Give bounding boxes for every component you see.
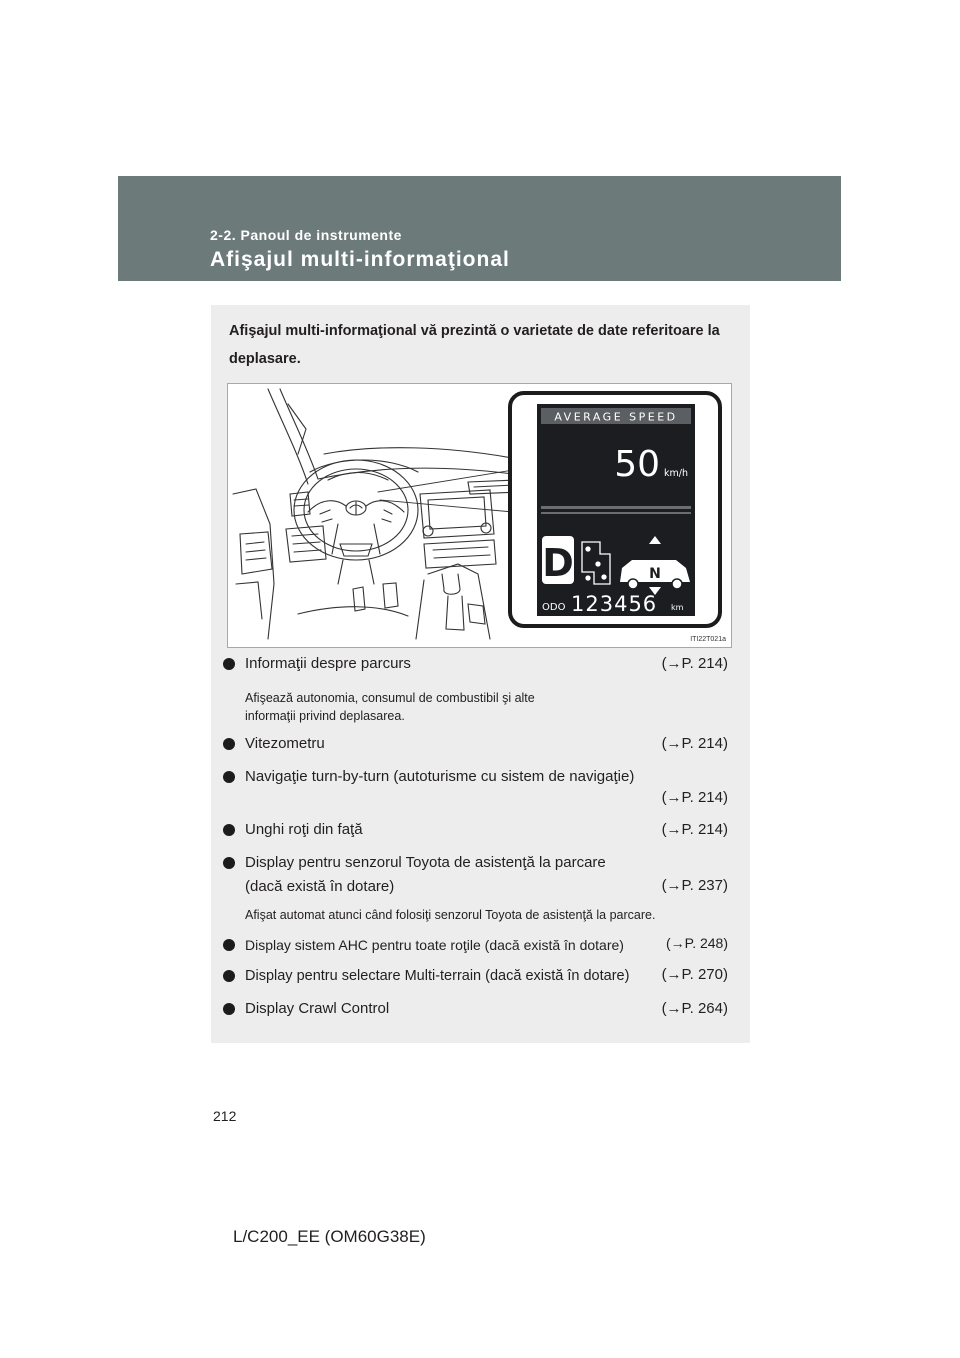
bullet-icon xyxy=(223,970,235,982)
page-reference: (→P. 214) xyxy=(661,789,728,806)
bullet-icon xyxy=(223,1003,235,1015)
dashboard-drawing xyxy=(228,384,731,647)
footer-code: L/C200_EE (OM60G38E) xyxy=(233,1227,426,1246)
bullet-icon xyxy=(223,658,235,670)
item-description: Afişat automat atunci când folosiţi senzorul Toyota de asistenţă la parcare. xyxy=(245,908,656,922)
page-number: 212 xyxy=(213,1108,237,1124)
dashboard-illustration xyxy=(227,383,732,648)
speed-value: 50 xyxy=(614,444,660,485)
speed-unit: km/h xyxy=(664,468,688,479)
bullet-icon xyxy=(223,738,235,750)
transfer-indicator: N xyxy=(649,566,661,582)
bullet-icon xyxy=(223,857,235,869)
odo-label: ODO xyxy=(542,602,566,613)
section-label: 2-2. Panoul de instrumente xyxy=(210,227,402,243)
page-reference: (→P. 214) xyxy=(661,735,728,752)
content-box: Afişajul multi-informaţional vă prezintă o varietate de date referitoare la deplasare. AVERAGE SPEED 50 km/h D N ODO 123456 km ITI22T021a Informaţii despre parcurs (→P. 214) Afişează autonomia, consumul de combustibil şi alte informaţii privind deplasarea. Vitezometru (→P. 214) Navigaţie turn-by-turn (autoturisme cu sistem de navigaţie) (→P. 214) Unghi roţi din faţă (→P. 214) Display pentru senzorul Toyota de asistenţă la parcare (dacă există în dotare) (→P. 237) Afişat automat atunci când folosiţi senzorul Toyota de asistenţă la parcare. Display sistem AHC pentru toate roţile (dacă există în dotare) (→P. 248) Display pentru selectare Multi-terrain (dacă există în dotare) (→P. 270) Display Crawl Control (→P. 264) xyxy=(211,305,750,1043)
illustration-code: ITI22T021a xyxy=(690,636,726,643)
odo-unit: km xyxy=(671,603,684,612)
page-title: Afişajul multi-informaţional xyxy=(210,248,510,271)
display-title: AVERAGE SPEED xyxy=(554,410,678,424)
header-band xyxy=(118,176,841,281)
item-description: Afişează autonomia, consumul de combustibil şi alte informaţii privind deplasarea. xyxy=(245,691,535,723)
intro-text: Afişajul multi-informaţional vă prezintă o varietate de date referitoare la deplasare. xyxy=(229,323,720,367)
page-reference: (→P. 248) xyxy=(666,935,728,951)
gear-indicator: D xyxy=(542,541,574,585)
bullet-icon xyxy=(223,939,235,951)
bullet-icon xyxy=(223,824,235,836)
page-reference: (→P. 237) xyxy=(661,877,728,894)
odo-value: 123456 xyxy=(571,592,658,616)
page-reference: (→P. 214) xyxy=(661,655,728,672)
page-reference: (→P. 264) xyxy=(661,1000,728,1017)
bullet-icon xyxy=(223,771,235,783)
page-reference: (→P. 270) xyxy=(661,966,728,983)
page-reference: (→P. 214) xyxy=(661,821,728,838)
